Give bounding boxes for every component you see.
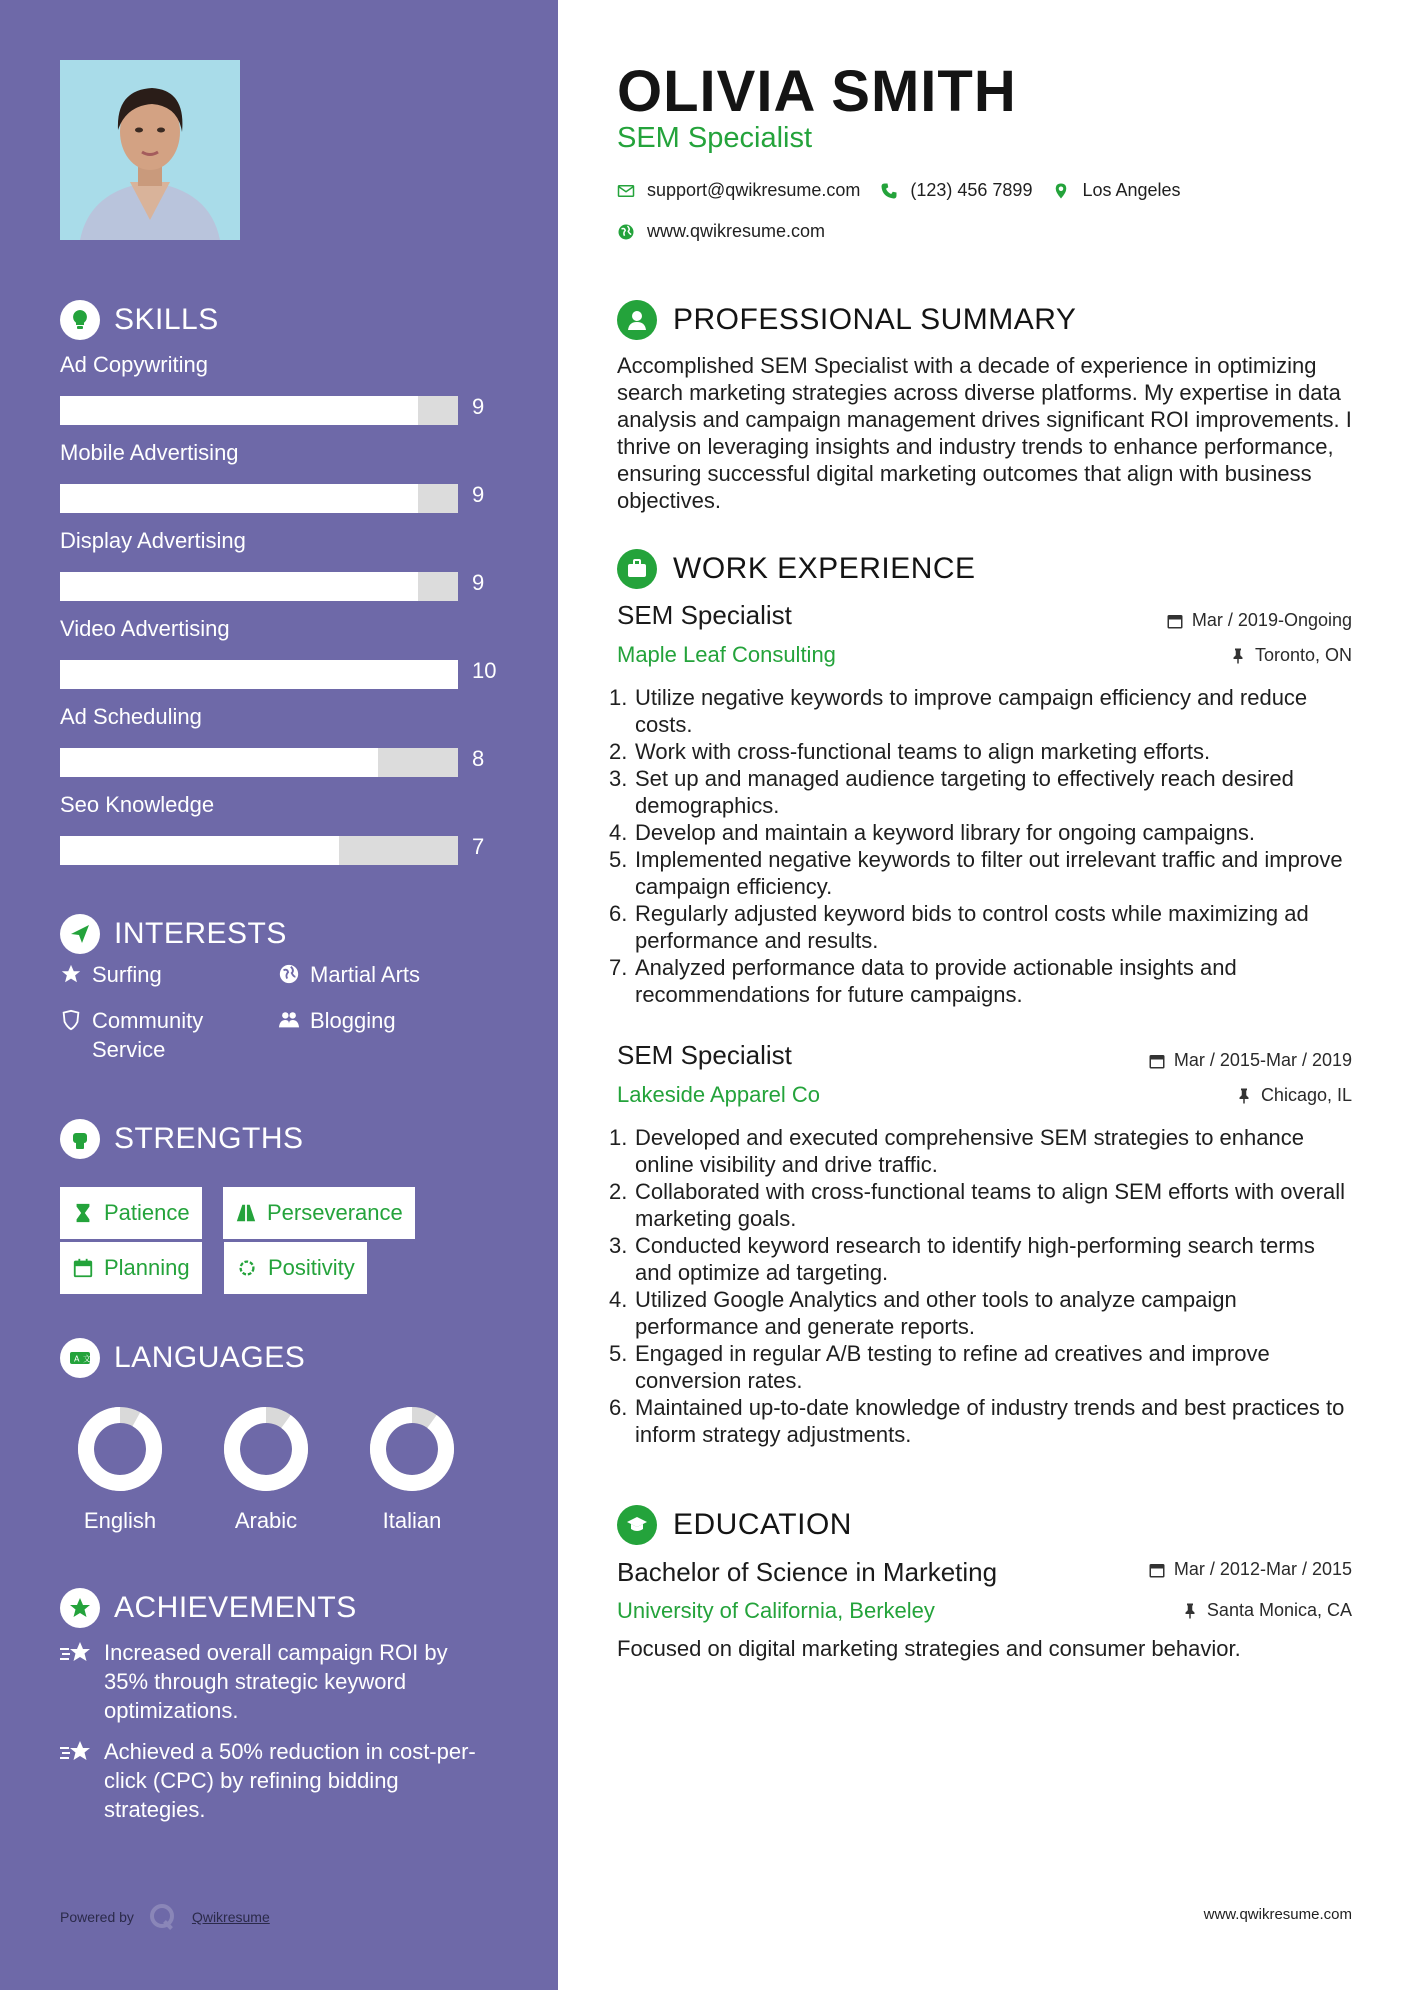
bullet-text: Utilize negative keywords to improve campaign efficiency and reduce costs. (635, 685, 1308, 737)
skill-level: 9 (472, 394, 485, 419)
pushpin-icon (1235, 1087, 1253, 1105)
education-title: EDUCATION (673, 1508, 852, 1541)
candidate-role: SEM Specialist (617, 122, 813, 154)
experience-heading (617, 549, 976, 589)
skill-bar (60, 484, 458, 513)
language-label: Italian (382, 1508, 442, 1533)
skill-item (60, 792, 520, 859)
list-item: 4. Utilized Google Analytics and other tools to analyze campaign performance and generate reports. (609, 1287, 1237, 1339)
company-name: Lakeside Apparel Co (617, 1082, 821, 1107)
bullet-text: Regularly adjusted keyword bids to control costs while maximizing ad performance and results. (635, 901, 1309, 953)
candidate-name: OLIVIA SMITH (617, 59, 1017, 124)
pushpin-icon (1181, 1602, 1199, 1620)
skill-item (60, 352, 520, 419)
language-label: English (83, 1508, 157, 1533)
bullet-text: Engaged in regular A/B testing to refine ad creatives and improve conversion rates. (635, 1341, 1270, 1393)
interest-label: Surfing (92, 962, 162, 987)
achievement-text: Increased overall campaign ROI by 35% through strategic keyword optimizations. (104, 1640, 448, 1723)
school-name: University of California, Berkeley (617, 1598, 935, 1623)
bullet-text: Work with cross-functional teams to align marketing efforts. (635, 739, 1211, 764)
interests-heading (60, 914, 287, 954)
bullet-text: Analyzed performance data to provide actionable insights and recommendations for future campaigns. (635, 955, 1237, 1007)
language-donut (367, 1404, 457, 1494)
education-location (1181, 1600, 1352, 1621)
degree-title: Bachelor of Science in Marketing (617, 1557, 998, 1587)
experience-title: WORK EXPERIENCE (673, 552, 976, 585)
summary-heading (617, 300, 1076, 340)
powered-by (60, 1902, 270, 1932)
bullet-text: Developed and executed comprehensive SEM strategies to enhance online visibility and drive traffic. (635, 1125, 1304, 1177)
achievements-title: ACHIEVEMENTS (114, 1591, 357, 1624)
list-item: 6. Maintained up-to-date knowledge of industry trends and best practices to inform strategy adjustments. (609, 1395, 1345, 1447)
language-label: Arabic (234, 1508, 298, 1533)
shield-icon (60, 1009, 82, 1031)
skills-title: SKILLS (114, 303, 219, 336)
svg-text:A 文: A 文 (74, 1354, 92, 1364)
skill-bar (60, 748, 458, 777)
achievement-item (60, 1737, 480, 1824)
skill-label: Video Advertising (60, 616, 230, 641)
pushpin-icon (1229, 647, 1247, 665)
strength-badge (60, 1242, 202, 1294)
calendar-icon (1148, 1561, 1166, 1579)
job-location (1229, 645, 1352, 666)
skill-level: 7 (472, 834, 485, 859)
powered-by-label: Powered by (60, 1909, 134, 1925)
contact-phone[interactable]: (123) 456 7899 (910, 180, 1033, 200)
skill-label: Mobile Advertising (60, 440, 239, 465)
bullet-text: Set up and managed audience targeting to effectively reach desired demographics. (635, 766, 1294, 818)
interest-label: Martial Arts (310, 962, 421, 987)
list-item: 2. Collaborated with cross-functional teams to align SEM efforts with overall marketing goals. (609, 1179, 1346, 1231)
bullet-text: Maintained up-to-date knowledge of industry trends and best practices to inform strategy adjustments. (635, 1395, 1345, 1447)
interest-item (60, 960, 162, 989)
language-donut (221, 1404, 311, 1494)
bullet-text: Develop and maintain a keyword library for ongoing campaigns. (635, 820, 1256, 845)
strengths-heading (60, 1119, 304, 1159)
calendar-icon (72, 1257, 94, 1279)
hourglass-icon (72, 1202, 94, 1224)
footer-url[interactable]: www.qwikresume.com (1203, 1906, 1352, 1923)
bullet-text: Utilized Google Analytics and other tools to analyze campaign performance and generate reports. (635, 1287, 1237, 1339)
interest-item (278, 960, 420, 989)
skills-heading (60, 300, 219, 340)
skill-label: Seo Knowledge (60, 792, 215, 817)
skill-label: Ad Copywriting (60, 352, 208, 377)
list-item: 2. Work with cross-functional teams to align marketing efforts. (609, 739, 1211, 764)
list-item: 3. Set up and managed audience targeting to effectively reach desired demographics. (609, 766, 1294, 818)
job-bullets (609, 1124, 1357, 1448)
skill-item (60, 616, 520, 683)
language-donut-arc (232, 1415, 300, 1483)
road-icon (235, 1202, 257, 1224)
phone-icon (880, 182, 898, 200)
skill-bar (60, 660, 458, 689)
strength-badge (223, 1187, 415, 1239)
user-icon (617, 300, 657, 340)
list-item: 6. Regularly adjusted keyword bids to control costs while maximizing ad performance and results. (609, 901, 1309, 953)
language-donut (75, 1404, 165, 1494)
job-dates-text: Mar / 2015-Mar / 2019 (1173, 1050, 1352, 1070)
globe-icon (278, 963, 300, 985)
strength-badge (60, 1187, 202, 1239)
language-donut-arc (86, 1415, 154, 1483)
skill-bar (60, 396, 458, 425)
users-icon (278, 1009, 300, 1031)
strength-label: Patience (104, 1200, 190, 1225)
job-location (1235, 1085, 1352, 1106)
list-item: 3. Conducted keyword research to identify high-performing search terms and optimize ad targeting. (609, 1233, 1315, 1285)
list-item: 5. Engaged in regular A/B testing to refine ad creatives and improve conversion rates. (609, 1341, 1270, 1393)
education-heading (617, 1505, 852, 1545)
skill-bar-fill (60, 484, 418, 513)
education-dates (1148, 1559, 1352, 1580)
strength-label: Perseverance (267, 1200, 403, 1225)
contact-row (617, 180, 1181, 201)
contact-website[interactable]: www.qwikresume.com (647, 221, 826, 241)
profile-photo (60, 60, 240, 240)
fist-icon (60, 1119, 100, 1159)
skill-bar-fill (60, 660, 458, 689)
skill-label: Ad Scheduling (60, 704, 202, 729)
skill-item (60, 704, 520, 771)
bullet-text: Conducted keyword research to identify high-performing search terms and optimize ad targeting. (635, 1233, 1315, 1285)
sidebar (0, 0, 558, 1990)
strength-label: Planning (104, 1255, 190, 1280)
achievement-item (60, 1638, 480, 1725)
star-badge-icon (60, 1588, 100, 1628)
job-dates (1148, 1050, 1352, 1071)
skill-level: 8 (472, 746, 485, 771)
briefcase-icon (617, 549, 657, 589)
language-item (352, 1404, 472, 1534)
job-dates (1166, 610, 1352, 631)
language-donut-arc (378, 1415, 446, 1483)
summary-title: PROFESSIONAL SUMMARY (673, 303, 1077, 336)
lightbulb-icon (60, 300, 100, 340)
skill-bar (60, 572, 458, 601)
job-dates-text: Mar / 2019-Ongoing (1191, 610, 1352, 630)
interest-label: Community Service (92, 1008, 204, 1062)
list-item: 5. Implemented negative keywords to filter out irrelevant traffic and improve campaign efficiency. (609, 847, 1343, 899)
shooting-star-icon (60, 1640, 94, 1666)
skill-item (60, 528, 520, 595)
language-item (206, 1404, 326, 1534)
calendar-icon (1166, 612, 1184, 630)
job-location-text: Toronto, ON (1254, 645, 1352, 665)
education-location-text: Santa Monica, CA (1206, 1600, 1352, 1620)
skill-item (60, 440, 520, 507)
paper-plane-icon (60, 914, 100, 954)
sun-icon (236, 1257, 258, 1279)
brand-link[interactable]: Qwikresume (191, 1909, 270, 1925)
bullet-text: Collaborated with cross-functional teams to align SEM efforts with overall marketing goals. (635, 1179, 1346, 1231)
skill-label: Display Advertising (60, 528, 246, 553)
job-bullets (609, 684, 1357, 1008)
envelope-icon (617, 182, 635, 200)
interest-label: Blogging (310, 1008, 396, 1033)
languages-heading (60, 1338, 305, 1378)
achievement-text: Achieved a 50% reduction in cost-per-click (CPC) by refining bidding strategies. (104, 1739, 476, 1822)
contact-location: Los Angeles (1082, 180, 1181, 200)
contact-email[interactable]: support@qwikresume.com (647, 180, 861, 200)
star-icon (60, 963, 82, 985)
list-item: 1. Utilize negative keywords to improve campaign efficiency and reduce costs. (609, 685, 1308, 737)
skill-bar-fill (60, 572, 418, 601)
skill-level: 9 (472, 482, 485, 507)
skill-bar-fill (60, 836, 339, 865)
strength-badge (224, 1242, 367, 1294)
skill-level: 9 (472, 570, 485, 595)
achievements-heading (60, 1588, 357, 1628)
skill-level: 10 (472, 658, 497, 683)
globe-icon (617, 223, 635, 241)
skill-bar-fill (60, 748, 378, 777)
list-item: 4. Develop and maintain a keyword library for ongoing campaigns. (609, 820, 1256, 845)
list-item: 1. Developed and executed comprehensive SEM strategies to enhance online visibility and drive traffic. (609, 1125, 1304, 1177)
job-title: SEM Specialist (617, 1040, 792, 1070)
shooting-star-icon (60, 1739, 94, 1765)
list-item: 7. Analyzed performance data to provide actionable insights and recommendations for future campaigns. (609, 955, 1237, 1007)
qwikresume-logo-icon (148, 1902, 178, 1932)
skill-bar (60, 836, 458, 865)
job-location-text: Chicago, IL (1260, 1085, 1352, 1105)
company-name: Maple Leaf Consulting (617, 642, 836, 667)
languages-title: LANGUAGES (114, 1341, 306, 1374)
bullet-text: Implemented negative keywords to filter out irrelevant traffic and improve campaign efficiency. (635, 847, 1343, 899)
map-pin-icon (1052, 182, 1070, 200)
calendar-icon (1148, 1052, 1166, 1070)
graduation-icon (617, 1505, 657, 1545)
strength-label: Positivity (268, 1255, 355, 1280)
interest-item (60, 1006, 230, 1064)
language-icon (60, 1338, 100, 1378)
summary-text: Accomplished SEM Specialist with a decade of experience in optimizing search marketing strategies across diverse platforms. My expertise in data analysis and campaign management drives significant ROI improvements. I thrive on leveraging insights and industry trends to enhance performance, ensuring successful digital marketing outcomes that align with business objectives. (617, 353, 1352, 513)
interests-title: INTERESTS (114, 917, 287, 950)
strengths-title: STRENGTHS (114, 1122, 304, 1155)
interest-item (278, 1006, 396, 1035)
job-title: SEM Specialist (617, 600, 792, 630)
language-item (60, 1404, 180, 1534)
contact-row-website (617, 221, 825, 242)
education-description: Focused on digital marketing strategies and consumer behavior. (617, 1636, 1241, 1661)
education-dates-text: Mar / 2012-Mar / 2015 (1173, 1559, 1352, 1579)
skill-bar-fill (60, 396, 418, 425)
